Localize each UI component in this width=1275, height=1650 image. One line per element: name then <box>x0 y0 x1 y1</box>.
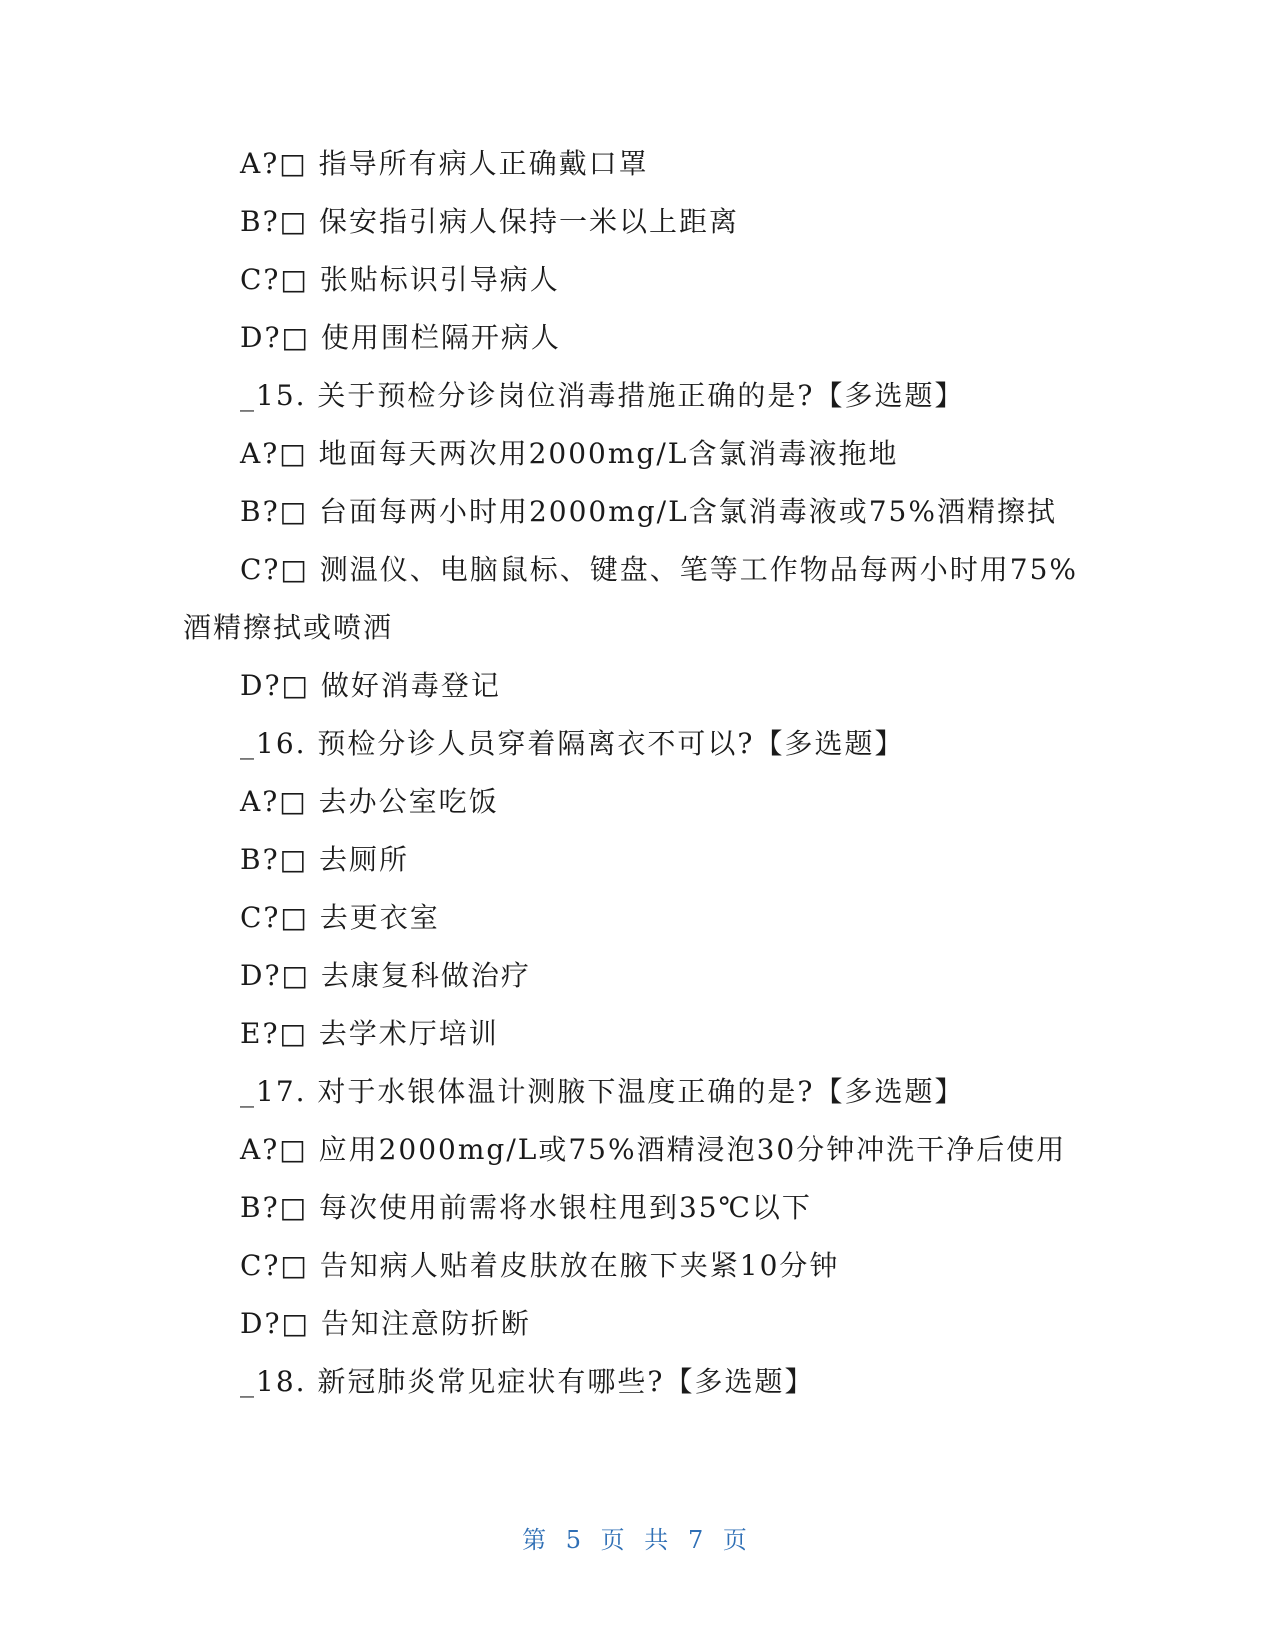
option-line: C?□ 测温仪、电脑鼠标、键盘、笔等工作物品每两小时用75% <box>240 553 1079 586</box>
option-line: B?□ 保安指引病人保持一米以上距离 <box>240 205 739 238</box>
option-line: C?□ 张贴标识引导病人 <box>240 263 560 296</box>
question-line: _18. 新冠肺炎常见症状有哪些?【多选题】 <box>240 1365 815 1398</box>
option-line: D?□ 做好消毒登记 <box>240 669 501 702</box>
question-line: _16. 预检分诊人员穿着隔离衣不可以?【多选题】 <box>240 727 905 760</box>
option-line: E?□ 去学术厅培训 <box>240 1017 499 1050</box>
option-line: D?□ 使用围栏隔开病人 <box>240 321 561 354</box>
option-line: C?□ 告知病人贴着皮肤放在腋下夹紧10分钟 <box>240 1249 840 1282</box>
option-line: A?□ 指导所有病人正确戴口罩 <box>240 147 649 180</box>
question-line: _15. 关于预检分诊岗位消毒措施正确的是?【多选题】 <box>240 379 965 412</box>
page-footer: 第 5 页 共 7 页 <box>522 1526 753 1554</box>
option-line: A?□ 地面每天两次用2000mg/L含氯消毒液拖地 <box>240 437 899 470</box>
option-line: A?□ 应用2000mg/L或75%酒精浸泡30分钟冲洗干净后使用 <box>240 1133 1067 1166</box>
option-line: B?□ 每次使用前需将水银柱甩到35℃以下 <box>240 1191 812 1224</box>
question-line: _17. 对于水银体温计测腋下温度正确的是?【多选题】 <box>240 1075 965 1108</box>
option-line: B?□ 去厕所 <box>240 843 409 876</box>
option-line: D?□ 去康复科做治疗 <box>240 959 531 992</box>
option-line: D?□ 告知注意防折断 <box>240 1307 531 1340</box>
document-body <box>0 135 1275 1411</box>
option-line: C?□ 去更衣室 <box>240 901 440 934</box>
continuation-line: 酒精擦拭或喷洒 <box>183 611 394 644</box>
option-line: A?□ 去办公室吃饭 <box>240 785 499 818</box>
option-line: B?□ 台面每两小时用2000mg/L含氯消毒液或75%酒精擦拭 <box>240 495 1057 528</box>
